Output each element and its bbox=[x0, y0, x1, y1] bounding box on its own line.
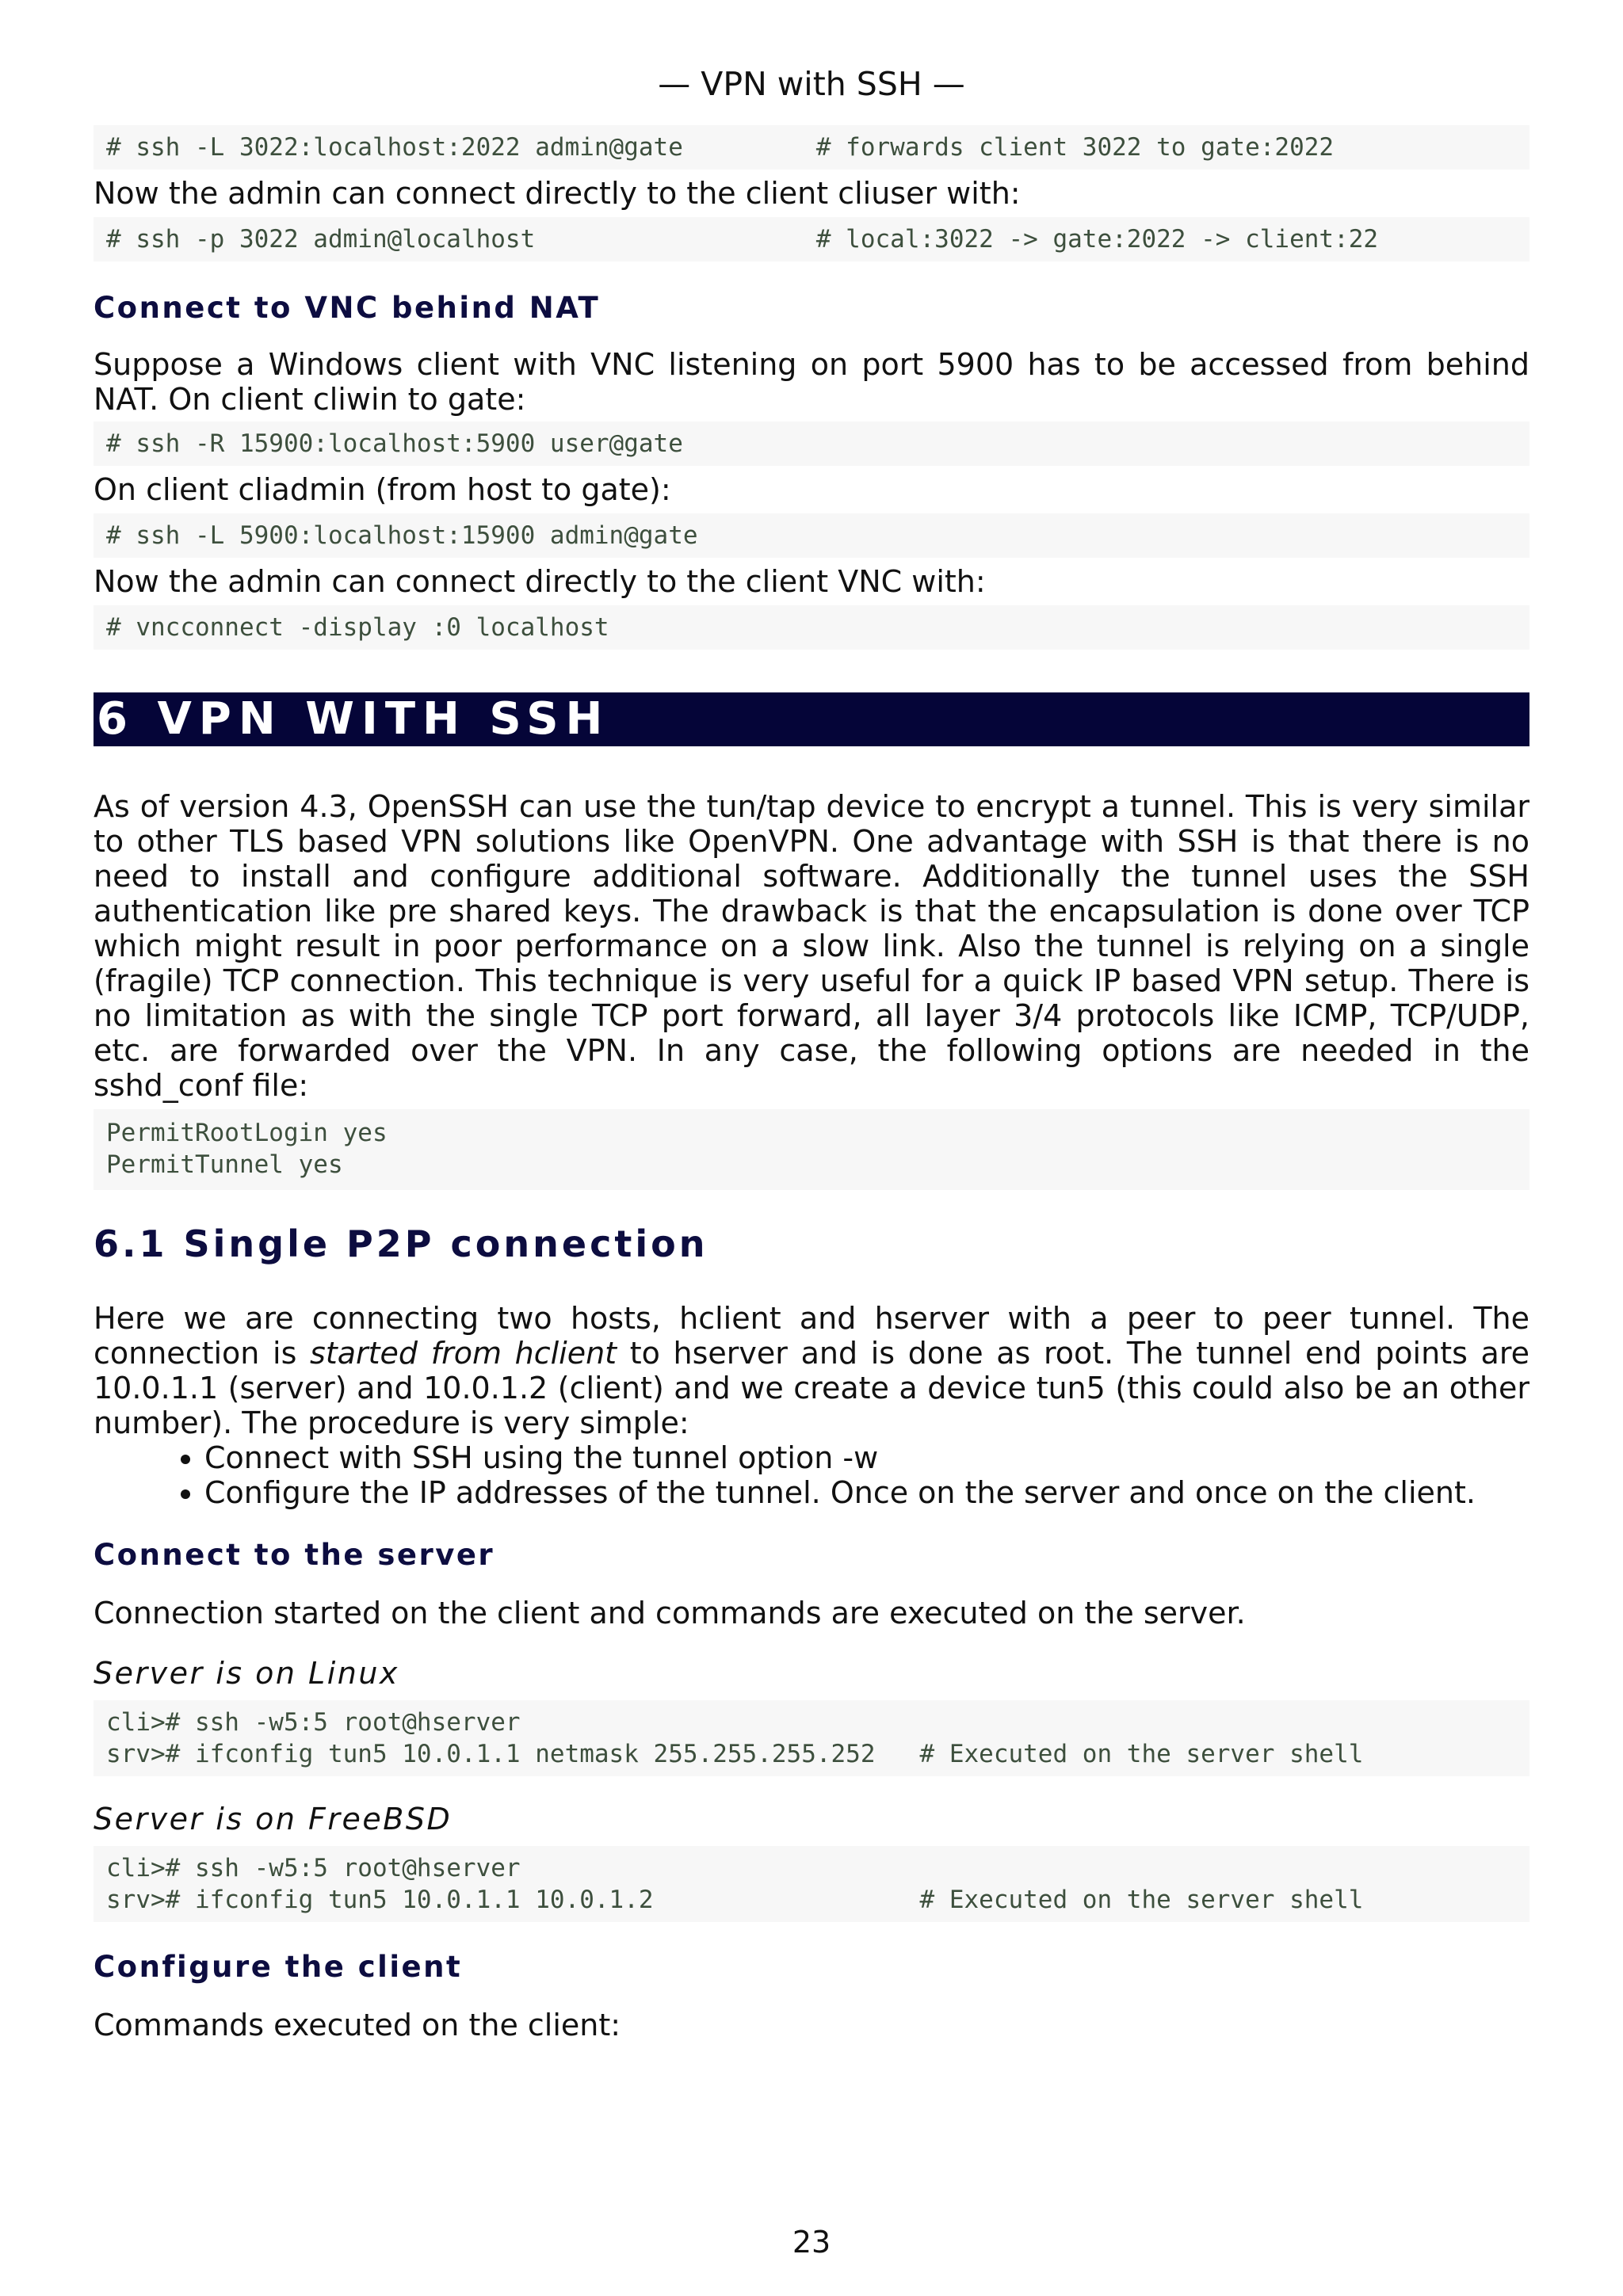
page-content bbox=[94, 125, 1529, 2042]
list-item: • Configure the IP addresses of the tunnel. Once on the server and once on the client. bbox=[204, 1475, 1529, 1510]
paragraph-admin-vnc: Now the admin can connect directly to the client VNC with: bbox=[94, 564, 986, 599]
code-block-ssh-L-5900: # ssh -L 5900:localhost:15900 admin@gate bbox=[94, 513, 1529, 558]
paragraph-p2p-text-a: Here we are connecting two hosts, hclient and hserver with a peer to peer tunnel. The connection is bbox=[94, 1301, 1529, 1371]
procedure-list bbox=[94, 1440, 1529, 1510]
code-block-sshd-options: PermitRootLogin yes PermitTunnel yes bbox=[94, 1109, 1529, 1190]
paragraph-cliadmin: On client cliadmin (from host to gate): bbox=[94, 472, 671, 507]
section-heading-vpn-with-ssh: 6 VPN WITH SSH bbox=[94, 692, 1529, 746]
heading-configure-client: Configure the client bbox=[94, 1950, 463, 1984]
page-number: 23 bbox=[792, 2225, 831, 2260]
code-block-vncconnect: # vncconnect -display :0 localhost bbox=[94, 605, 1529, 650]
heading-connect-server: Connect to the server bbox=[94, 1538, 495, 1572]
paragraph-admin-cliuser: Now the admin can connect directly to the client cliuser with: bbox=[94, 176, 1021, 211]
paragraph-vpn-intro: As of version 4.3, OpenSSH can use the tun/tap device to encrypt a tunnel. This is very similar to other TLS based VPN solutions like OpenVPN. One advantage with SSH is that there is no need to install and configure additional software. Additionally the tunnel uses the SSH authentication like pre shared keys. The drawback is that the encapsulation is done over TCP which might result in poor performance on a slow link. Also the tunnel is relying on a single (fragile) TCP connection. This technique is very useful for a quick IP based VPN setup. There is no limitation as with the single TCP port forward, all layer 3/4 protocols like ICMP, TCP/UDP, etc. are forwarded over the VPN. In any case, the following options are needed in the sshd_conf file: bbox=[94, 789, 1529, 1103]
list-item: • Connect with SSH using the tunnel option -w bbox=[204, 1440, 1529, 1475]
heading-server-freebsd: Server is on FreeBSD bbox=[94, 1802, 453, 1836]
paragraph-p2p-intro bbox=[94, 1301, 1529, 1440]
heading-server-linux: Server is on Linux bbox=[94, 1656, 399, 1691]
code-block-freebsd-server: cli># ssh -w5:5 root@hserver srv># ifconfig tun5 10.0.1.1 10.0.1.2 # Executed on the server shell bbox=[94, 1846, 1529, 1922]
code-block-linux-server: cli># ssh -w5:5 root@hserver srv># ifconfig tun5 10.0.1.1 netmask 255.255.255.252 # Executed on the server shell bbox=[94, 1700, 1529, 1776]
paragraph-vnc-intro: Suppose a Windows client with VNC listening on port 5900 has to be accessed from behind NAT. On client cliwin to gate: bbox=[94, 347, 1529, 417]
paragraph-p2p-emphasis: started from hclient bbox=[310, 1336, 617, 1371]
paragraph-client-commands: Commands executed on the client: bbox=[94, 2008, 621, 2042]
code-block-forward-3022: # ssh -L 3022:localhost:2022 admin@gate # forwards client 3022 to gate:2022 bbox=[94, 125, 1529, 170]
paragraph-p2p-text-b: to hserver and is done as root. The tunnel end points are 10.0.1.1 (server) and 10.0.1.2 (client) and we create a device tun5 (this could also be an other number). The procedure is very simple: bbox=[94, 1336, 1530, 1440]
code-block-ssh-R-15900: # ssh -R 15900:localhost:5900 user@gate bbox=[94, 421, 1529, 466]
heading-connect-vnc-nat: Connect to VNC behind NAT bbox=[94, 291, 601, 325]
subsection-heading-single-p2p: 6.1 Single P2P connection bbox=[94, 1222, 708, 1265]
running-header: — VPN with SSH — bbox=[658, 65, 965, 103]
paragraph-connection-started: Connection started on the client and commands are executed on the server. bbox=[94, 1596, 1246, 1630]
code-block-ssh-p-3022: # ssh -p 3022 admin@localhost # local:3022 -> gate:2022 -> client:22 bbox=[94, 217, 1529, 261]
